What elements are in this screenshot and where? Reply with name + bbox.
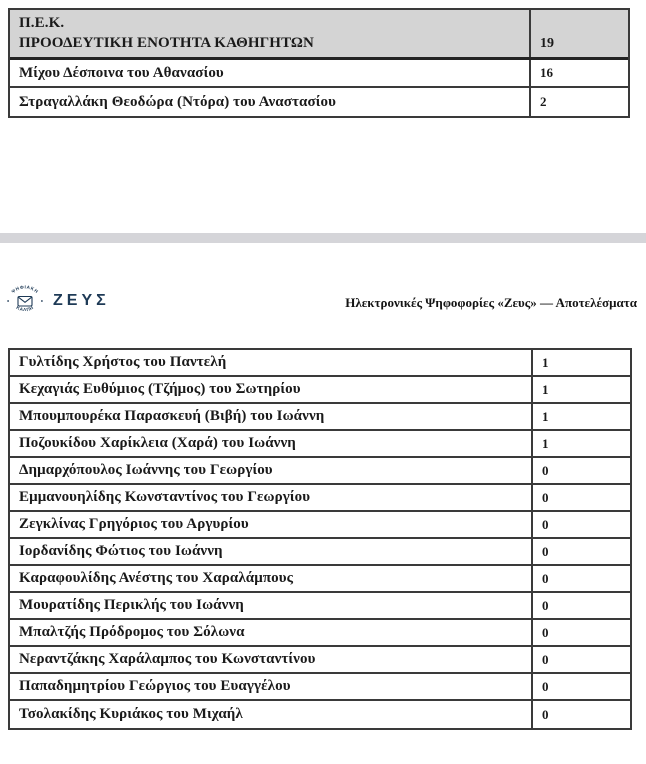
badge-top-label: ΨΗΦΙΑΚΗ [10, 284, 40, 295]
page-separator [0, 233, 646, 243]
badge-left-dot [7, 300, 9, 302]
candidate-votes: 1 [531, 431, 630, 456]
zeus-logo-badge [5, 281, 45, 321]
candidate-row [10, 674, 630, 701]
candidate-votes: 0 [531, 674, 630, 699]
candidate-votes: 0 [531, 566, 630, 591]
candidate-row [10, 350, 630, 377]
candidate-row [10, 593, 630, 620]
results-header-title: Ηλεκτρονικές Ψηφοφορίες «Ζευς» — Αποτελέσματα [345, 295, 637, 310]
candidate-votes: 1 [531, 404, 630, 429]
candidate-row [10, 458, 630, 485]
candidate-row [10, 647, 630, 674]
candidate-name: Γυλτίδης Χρήστος του Παντελή [19, 354, 227, 370]
candidate-votes: 0 [531, 647, 630, 672]
zeus-wordmark: ΖΕΥΣ [53, 292, 110, 309]
candidate-name: Τσολακίδης Κυριάκος του Μιχαήλ [19, 706, 243, 722]
candidate-name: Μίχου Δέσποινα του Αθανασίου [19, 64, 224, 81]
candidate-name: Εμμανουηλίδης Κωνσταντίνος του Γεωργίου [19, 489, 311, 505]
candidate-name: Στραγαλλάκη Θεοδώρα (Ντόρα) του Αναστασίου [19, 93, 337, 110]
candidate-row [10, 539, 630, 566]
candidate-name: Μουρατίδης Περικλής του Ιωάννη [19, 597, 244, 613]
party-full-name: ΠΡΟΟΔΕΥΤΙΚΗ ΕΝΟΤΗΤΑ ΚΑΘΗΓΗΤΩΝ [19, 35, 314, 51]
party-votes: 19 [529, 10, 628, 57]
candidate-name: Δημαρχόπουλος Ιωάννης του Γεωργίου [19, 462, 273, 478]
candidate-name: Ζεγκλίνας Γρηγόριος του Αργυρίου [19, 516, 249, 532]
candidate-row [10, 377, 630, 404]
candidate-row [10, 566, 630, 593]
candidate-row [10, 88, 628, 116]
candidate-name: Ποζουκίδου Χαρίκλεια (Χαρά) του Ιωάννη [19, 435, 296, 451]
party-header-row [10, 10, 628, 60]
candidate-row [10, 485, 630, 512]
candidate-votes: 0 [531, 512, 630, 537]
candidate-name: Καραφουλίδης Ανέστης του Χαραλάμπους [19, 570, 294, 586]
candidate-row [10, 431, 630, 458]
party-results-table [8, 8, 630, 118]
candidate-votes: 0 [531, 539, 630, 564]
candidate-votes: 1 [531, 350, 630, 375]
candidate-row [10, 701, 630, 728]
candidate-row [10, 60, 628, 88]
envelope-icon [18, 297, 32, 307]
candidate-row [10, 404, 630, 431]
badge-right-dot [41, 300, 43, 302]
candidate-name: Παπαδημητρίου Γεώργιος του Ευαγγέλου [19, 678, 291, 694]
candidate-votes: 0 [531, 458, 630, 483]
candidate-name: Νεραντζάκης Χαράλαμπος του Κωνσταντίνου [19, 651, 316, 667]
candidate-votes: 16 [529, 60, 628, 86]
party-abbr: Π.Ε.Κ. [19, 15, 65, 31]
candidate-name: Κεχαγιάς Ευθύμιος (Τζήμος) του Σωτηρίου [19, 381, 301, 397]
badge-bottom-label: ΚΑΛΠΗ [15, 304, 35, 313]
candidate-name: Μπουμπουρέκα Παρασκευή (Βιβή) του Ιωάννη [19, 408, 325, 424]
party-name [10, 10, 529, 57]
candidate-votes: 0 [531, 620, 630, 645]
candidate-votes: 2 [529, 88, 628, 116]
candidate-results-table [8, 348, 632, 730]
candidate-name: Μπαλτζής Πρόδρομος του Σόλωνα [19, 624, 245, 640]
candidate-row [10, 512, 630, 539]
candidate-row [10, 620, 630, 647]
candidate-votes: 1 [531, 377, 630, 402]
candidate-votes: 0 [531, 701, 630, 728]
candidate-votes: 0 [531, 485, 630, 510]
candidate-name: Ιορδανίδης Φώτιος του Ιωάννη [19, 543, 223, 559]
candidate-votes: 0 [531, 593, 630, 618]
